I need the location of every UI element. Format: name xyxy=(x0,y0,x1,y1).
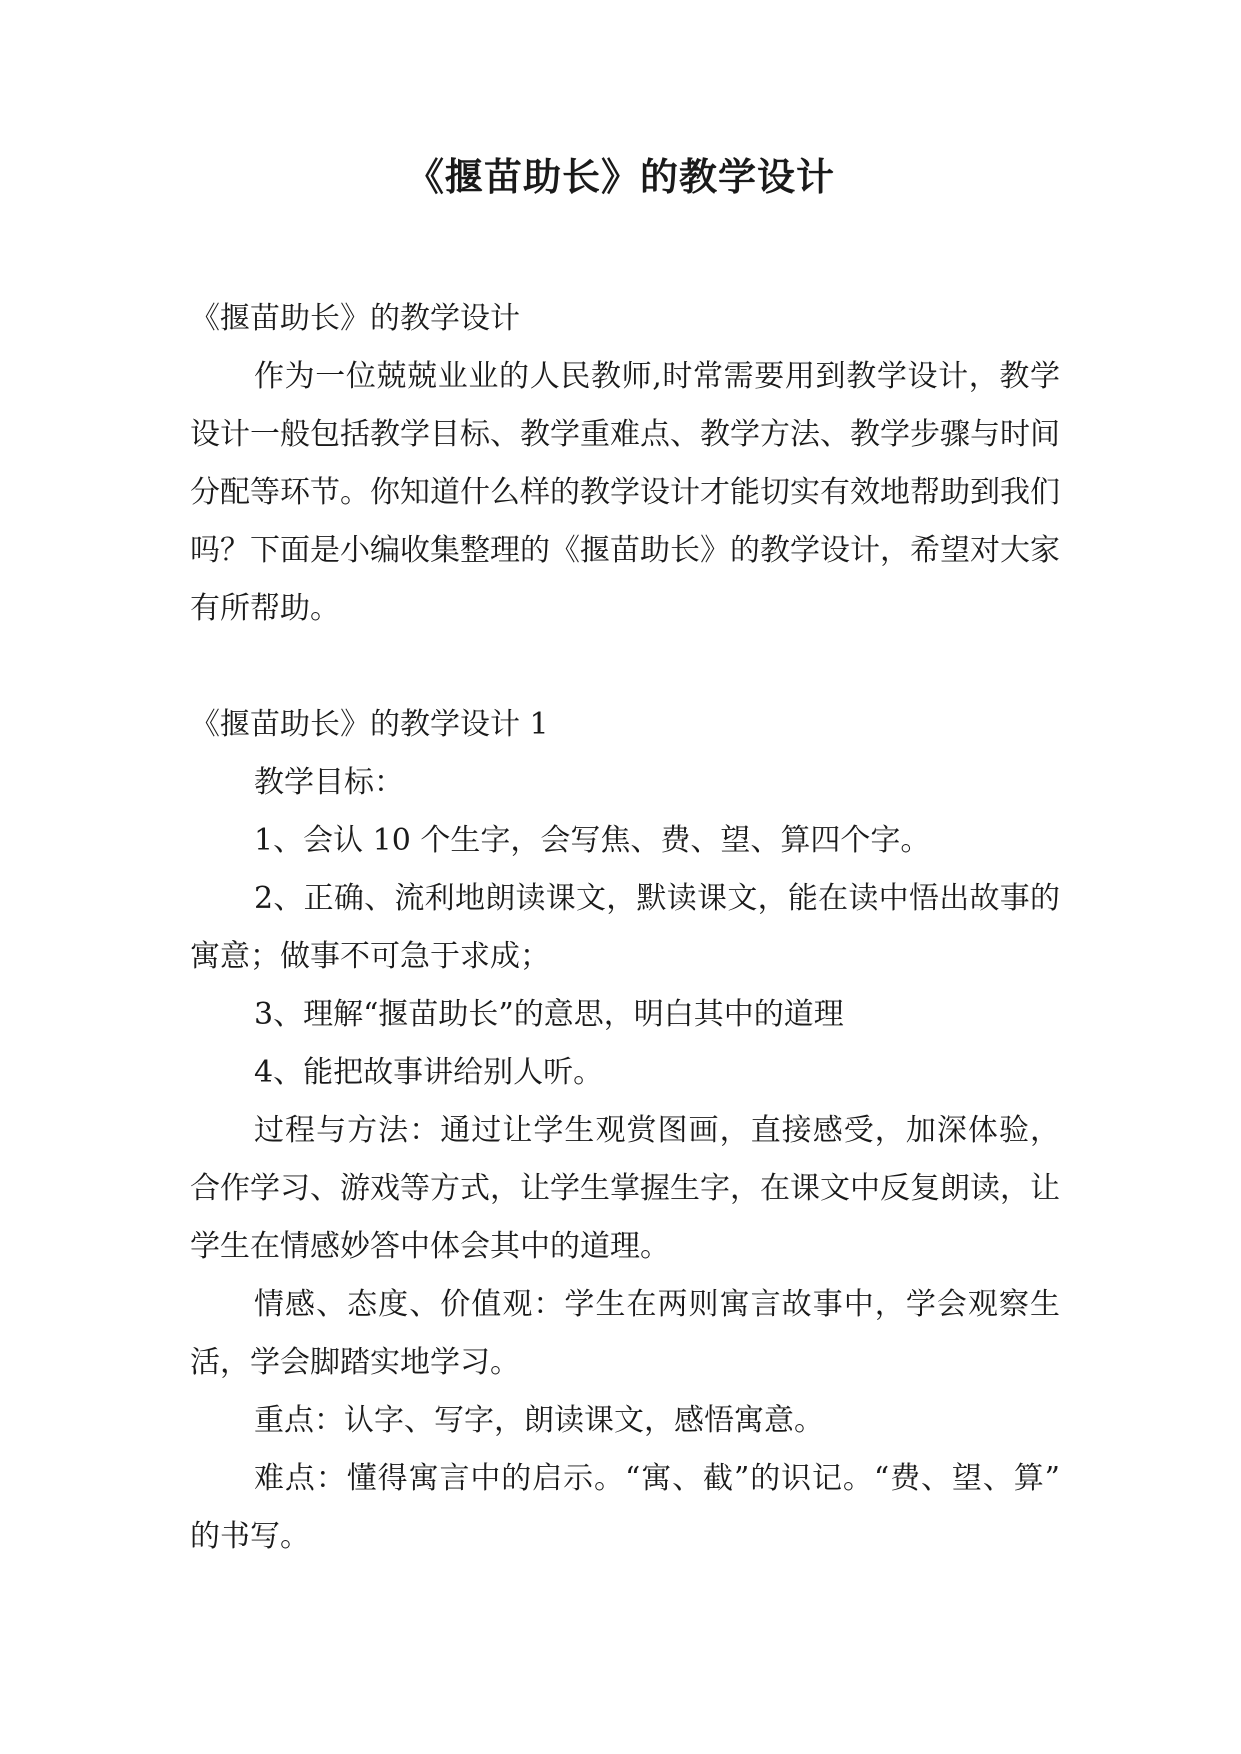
paragraph-goal-4: 4、能把故事讲给别人听。 xyxy=(254,1055,604,1090)
document-body xyxy=(190,290,1060,1566)
document-title: 《揠苗助长》的教学设计 xyxy=(405,155,835,199)
paragraph-goal-2: 2、正确、流利地朗读课文，默读课文，能在读中悟出故事的寓意；做事不可急于求成； xyxy=(190,881,1060,974)
section-heading: 《揠苗助长》的教学设计 1 xyxy=(190,707,549,742)
paragraph-subtitle: 《揠苗助长》的教学设计 xyxy=(190,301,520,336)
paragraph-intro: 作为一位兢兢业业的人民教师,时常需要用到教学设计，教学设计一般包括教学目标、教学重难点、教学方法、教学步骤与时间分配等环节。你知道什么样的教学设计才能切实有效地帮助到我们吗？下面是小编收集整理的《揠苗助长》的教学设计，希望对大家有所帮助。 xyxy=(190,359,1060,626)
paragraph-emotion-values: 情感、态度、价值观：学生在两则寓言故事中，学会观察生活，学会脚踏实地学习。 xyxy=(190,1287,1060,1380)
paragraph-goal-3: 3、理解“揠苗助长”的意思，明白其中的道理 xyxy=(254,997,844,1032)
paragraph-key-points: 重点：认字、写字，朗读课文，感悟寓意。 xyxy=(254,1403,824,1438)
paragraph-difficulties: 难点：懂得寓言中的启示。“寓、截”的识记。“费、望、算”的书写。 xyxy=(190,1461,1060,1554)
paragraph-process-method: 过程与方法：通过让学生观赏图画，直接感受，加深体验，合作学习、游戏等方式，让学生掌握生字，在课文中反复朗读，让学生在情感妙答中体会其中的道理。 xyxy=(190,1113,1060,1264)
paragraph-goal-1: 1、会认 10 个生字，会写焦、费、望、算四个字。 xyxy=(254,823,931,858)
paragraph-goals-label: 教学目标： xyxy=(254,765,404,800)
